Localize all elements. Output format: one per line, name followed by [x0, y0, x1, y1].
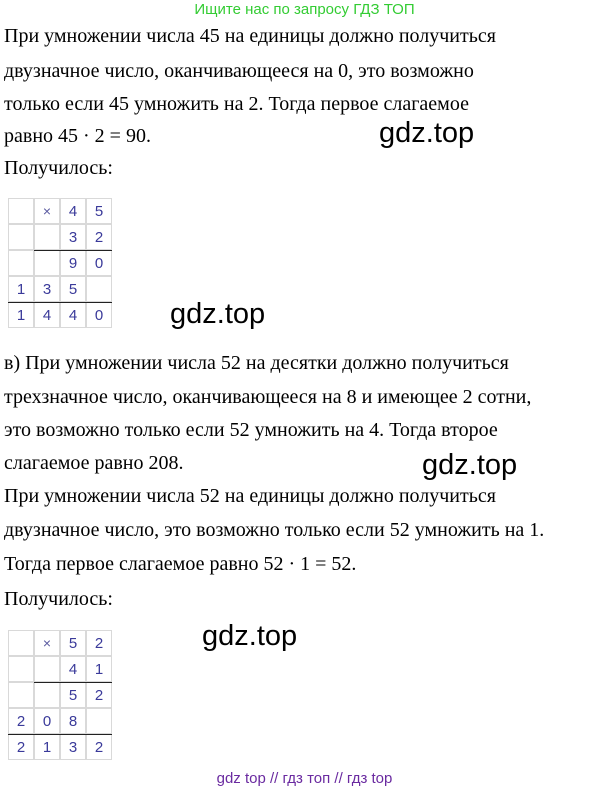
- underline-rule: [8, 302, 112, 303]
- table-cell: 5: [60, 276, 86, 302]
- table-cell: 3: [60, 224, 86, 250]
- multiplication-table-2: [8, 630, 112, 762]
- text-line: двузначное число, оканчивающееся на 0, это возможно: [4, 60, 474, 82]
- watermark: gdz.top: [379, 117, 475, 149]
- table-cell: 1: [34, 734, 60, 760]
- table-cell: 4: [34, 302, 60, 328]
- underline-rule: [34, 682, 112, 683]
- underline-rule: [34, 250, 112, 251]
- table-cell: 3: [34, 276, 60, 302]
- table-cell: [8, 250, 34, 276]
- table-cell: 2: [8, 734, 34, 760]
- text-line: двузначное число, это возможно только если 52 умножить на 1.: [4, 519, 545, 541]
- table-cell: [8, 198, 34, 224]
- table-cell: 0: [86, 250, 112, 276]
- table-cell: 4: [60, 656, 86, 682]
- table-cell: 2: [86, 682, 112, 708]
- table-cell: [34, 682, 60, 708]
- text-line: При умножении числа 45 на единицы должно получиться: [4, 25, 496, 47]
- promo-header: Ищите нас по запросу ГДЗ ТОП: [194, 1, 415, 18]
- table-cell: [8, 224, 34, 250]
- text-line: трехзначное число, оканчивающееся на 8 и имеющее 2 сотни,: [4, 386, 532, 408]
- table-cell: 5: [86, 198, 112, 224]
- table-cell: [8, 682, 34, 708]
- table-cell: 5: [60, 630, 86, 656]
- table-cell: 2: [86, 734, 112, 760]
- table-cell: [34, 224, 60, 250]
- footer-links: gdz top // гдз топ // гдз top: [216, 770, 393, 787]
- table-cell: 0: [86, 302, 112, 328]
- table-cell: [34, 656, 60, 682]
- text-line: Получилось:: [4, 157, 113, 179]
- table-cell: 2: [86, 224, 112, 250]
- table-cell: 1: [8, 302, 34, 328]
- text-line: При умножении числа 52 на единицы должно получиться: [4, 485, 496, 507]
- table-cell: [86, 276, 112, 302]
- text-line: Тогда первое слагаемое равно 52 · 1 = 52.: [4, 553, 357, 575]
- table-cell: 4: [60, 302, 86, 328]
- table-cell: 8: [60, 708, 86, 734]
- table-cell: 1: [86, 656, 112, 682]
- text-line: это возможно только если 52 умножить на 4. Тогда второе: [4, 419, 498, 441]
- multiplication-table-1: [8, 198, 112, 330]
- table-cell: 0: [34, 708, 60, 734]
- table-cell: 2: [8, 708, 34, 734]
- watermark: gdz.top: [202, 620, 298, 652]
- table-cell: 1: [8, 276, 34, 302]
- text-line: слагаемое равно 208.: [4, 452, 184, 474]
- table-cell: 9: [60, 250, 86, 276]
- table-cell: [8, 656, 34, 682]
- table-cell: [34, 250, 60, 276]
- watermark: gdz.top: [170, 298, 266, 330]
- table-cell: [8, 630, 34, 656]
- text-line: в) При умножении числа 52 на десятки должно получиться: [4, 352, 509, 374]
- table-cell: [86, 708, 112, 734]
- table-cell: 4: [60, 198, 86, 224]
- table-cell: 3: [60, 734, 86, 760]
- text-line: равно 45 · 2 = 90.: [4, 125, 151, 147]
- table-cell: 2: [86, 630, 112, 656]
- multiply-sign: ×: [34, 630, 60, 656]
- text-line: Получилось:: [4, 588, 113, 610]
- underline-rule: [8, 734, 112, 735]
- watermark: gdz.top: [422, 449, 518, 481]
- table-cell: 5: [60, 682, 86, 708]
- text-line: только если 45 умножить на 2. Тогда первое слагаемое: [4, 93, 469, 115]
- multiply-sign: ×: [34, 198, 60, 224]
